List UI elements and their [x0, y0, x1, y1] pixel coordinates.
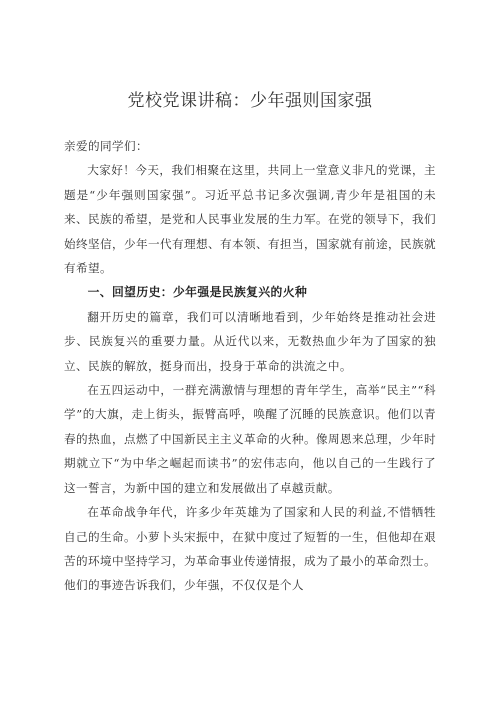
greeting: 亲爱的同学们： [64, 139, 148, 153]
section-paragraph: 在五四运动中，一群充满激情与理想的青年学生，高举“民主”“科学”的大旗，走上街头，振臂高呼，唤醒了沉睡的民族意识。他们以青春的热血，点燃了中国新民主主义革命的火种。像周恩来总理，少年时期就立下“为中华之崛起而读书”的宏伟志向，他以自己的一生践行了这一誓言，为新中国的建立和发展做出了卓越贡献。 [64, 383, 436, 495]
document-body [64, 134, 436, 598]
section-paragraph: 在革命战争年代，许多少年英雄为了国家和人民的利益,不惜牺牲自己的生命。小萝卜头宋振中，在狱中度过了短暂的一生，但他却在艰苦的环境中坚持学习，为革命事业传递情报，成为了最小的革命烈士。他们的事迹告诉我们，少年强，不仅仅是个人 [64, 505, 436, 593]
section-paragraph: 翻开历史的篇章，我们可以清晰地看到，少年始终是推动社会进步、民族复兴的重要力量。从近代以来，无数热血少年为了国家的独立、民族的解放，挺身而出，投身于革命的洪流之中。 [64, 309, 436, 373]
intro-paragraph: 大家好！今天，我们相聚在这里，共同上一堂意义非凡的党课，主题是“少年强则国家强”。习近平总书记多次强调,青少年是祖国的未来、民族的希望，是党和人民事业发展的生力军。在党的领导下，我们始终坚信，少年一代有理想、有本领、有担当，国家就有前途，民族就有希望。 [64, 163, 436, 276]
document-title: 党校党课讲稿：少年强则国家强 [127, 91, 373, 111]
section-heading: 一、回望历史：少年强是民族复兴的火种 [87, 285, 308, 300]
